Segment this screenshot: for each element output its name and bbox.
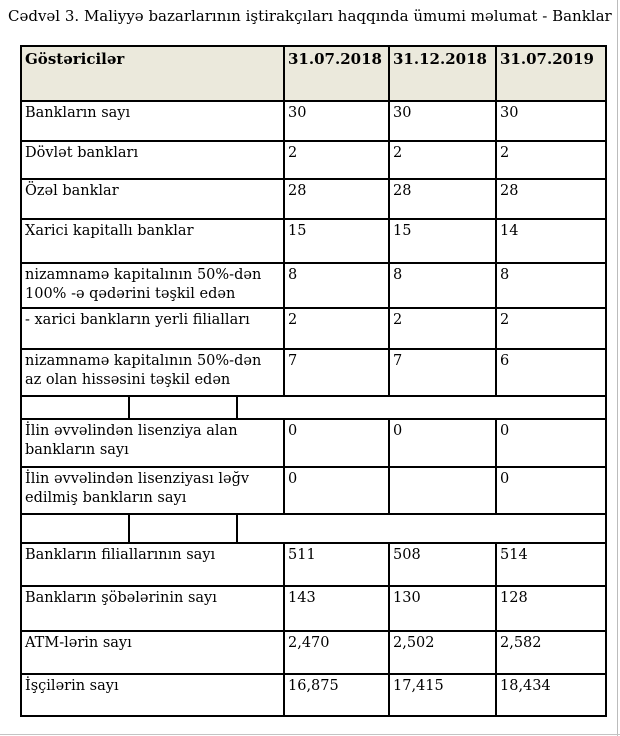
indicator-label-cell: nizamnamə kapitalının 50%-dən az olan hissəsini təşkil edən [22,350,285,395]
table-row [22,675,605,715]
value-cell [390,468,497,513]
indicator-label-cell: ATM-lərin sayı [22,632,285,673]
page-bottom-edge [0,734,620,735]
value-cell: 2 [285,309,390,348]
table-header-row [22,47,605,102]
value-cell: 514 [500,547,528,563]
spacer-cell [130,515,238,542]
indicator-label-cell: Xarici kapitallı banklar [22,220,285,262]
value-cell: 30 [285,102,390,140]
value-cell: 2 [500,145,510,161]
header-indicator-cell: Göstəricilər [22,47,285,100]
indicator-label-cell: İşçilərin sayı [22,675,285,715]
table-body [22,102,605,715]
value-cell: 15 [390,220,497,262]
table-row [22,420,605,468]
value-cell: 16,875 [285,675,390,715]
indicator-label-cell: Bankların sayı [22,102,285,140]
indicator-label-cell: İlin əvvəlindən lisenziyası ləğv edilmiş bankların sayı [22,468,285,513]
table-row [22,264,605,309]
spacer-row [22,397,605,420]
value-cell: 30 [500,105,519,121]
value-cell: 0 [285,468,390,513]
value-cell: 0 [500,471,510,487]
table-row [22,468,605,515]
spacer-cell [130,397,238,418]
indicator-label-cell: Dövlət bankları [22,142,285,178]
value-cell: 14 [500,223,519,239]
value-cell: 0 [285,420,390,466]
indicator-label-cell: Bankların filiallarının sayı [22,544,285,585]
table-row [22,102,605,142]
value-cell: 15 [285,220,390,262]
table-row [22,142,605,180]
value-cell: 2 [500,312,510,328]
table-row [22,587,605,632]
value-cell: 2 [285,142,390,178]
value-cell: 17,415 [390,675,497,715]
value-cell: 2 [390,142,497,178]
table-row [22,350,605,397]
value-cell: 30 [390,102,497,140]
indicator-label-cell: Bankların şöbələrinin sayı [22,587,285,630]
indicator-label-cell: - xarici bankların yerli filialları [22,309,285,348]
table-row [22,220,605,264]
header-date-cell: 31.07.2018 [285,47,390,100]
value-cell: 7 [285,350,390,395]
spacer-cell [22,515,130,542]
value-cell: 2,582 [500,635,542,651]
table-row [22,632,605,675]
value-cell: 8 [285,264,390,307]
value-cell: 28 [390,180,497,218]
value-cell: 143 [285,587,390,630]
value-cell: 7 [390,350,497,395]
indicator-label-cell: nizamnamə kapitalının 50%-dən 100% -ə qədərini təşkil edən [22,264,285,307]
table-row [22,309,605,350]
header-date-cell: 31.12.2018 [390,47,497,100]
header-date-cell: 31.07.2019 [500,50,594,68]
value-cell: 0 [390,420,497,466]
value-cell: 0 [500,423,510,439]
page-right-edge [617,0,618,736]
value-cell: 2 [390,309,497,348]
value-cell: 6 [500,353,510,369]
table-row [22,180,605,220]
value-cell: 2,470 [285,632,390,673]
value-cell: 128 [500,590,528,606]
spacer-row [22,515,605,544]
value-cell: 130 [390,587,497,630]
value-cell: 511 [285,544,390,585]
value-cell: 28 [500,183,519,199]
value-cell: 2,502 [390,632,497,673]
indicator-label-cell: Özəl banklar [22,180,285,218]
table-row [22,544,605,587]
value-cell: 8 [390,264,497,307]
value-cell: 18,434 [500,678,551,694]
value-cell: 8 [500,267,510,283]
table-caption: Cədvəl 3. Maliyyə bazarlarının iştirakçıları haqqında ümumi məlumat - Banklar [8,7,612,25]
indicator-label-cell: İlin əvvəlindən lisenziya alan bankların sayı [22,420,285,466]
spacer-cell [238,397,605,418]
banks-statistics-table [20,45,607,717]
spacer-cell [238,515,605,542]
value-cell: 28 [285,180,390,218]
spacer-cell [22,397,130,418]
value-cell: 508 [390,544,497,585]
